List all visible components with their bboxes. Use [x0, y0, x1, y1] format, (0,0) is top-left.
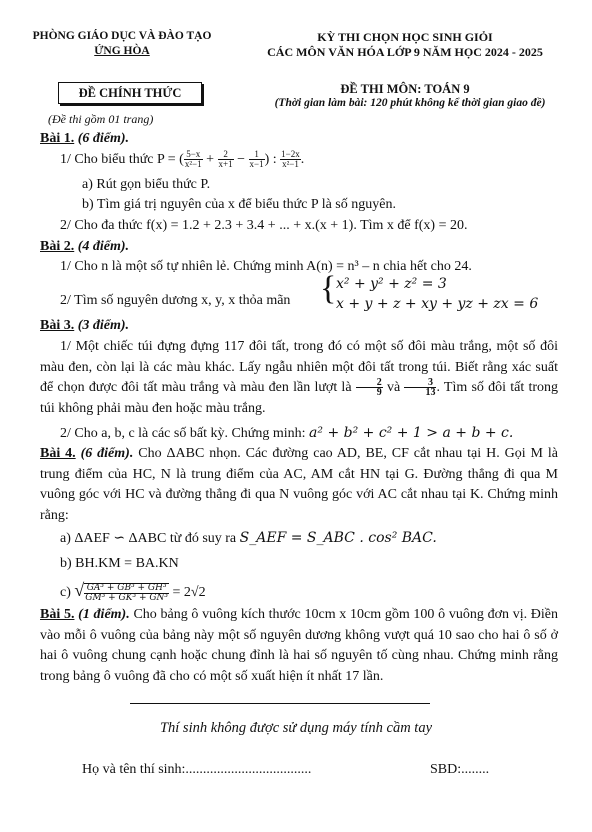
bai2-eq1: x² + y² + z² = 3 [336, 276, 447, 292]
bai2-points: (4 điểm). [77, 239, 130, 254]
bai2-title: Bài 2. [40, 239, 75, 254]
exam-subtitle: CÁC MÔN VĂN HÓA LỚP 9 NĂM HỌC 2024 - 2025 [267, 45, 543, 59]
calculator-note: Thí sinh không được sử dụng máy tính cầm tay [159, 720, 433, 736]
bai2-heading [40, 237, 129, 257]
sbd-field: SBD:........ [430, 762, 490, 777]
fraction: $\frac{3}{13}$ [404, 378, 436, 397]
bai4-title: Bài 4. [40, 446, 76, 461]
bai3-title: Bài 3. [40, 318, 75, 333]
fraction: $\frac{5-x}{\text{x²−1}}$ [184, 149, 202, 170]
official-badge: ĐỀ CHÍNH THỨC [58, 82, 202, 104]
fraction: $\frac{2}{x+1}$ [218, 149, 233, 170]
fraction: $\frac{\text{GA³ + GB³ + GH³}}{\text{GM³ + GK³ + GN³}}$ [85, 582, 169, 603]
page-count-note: (Đề thi gồm 01 trang) [48, 112, 154, 126]
bai1-qb: b) Tìm giá trị nguyên của x để biểu thức P là số nguyên. [82, 197, 396, 212]
bai1-heading [40, 129, 129, 149]
bai3-q2: 2/ Cho a, b, c là các số bất kỳ. Chứng minh: a² + b² + c² + 1 > a + b + c. [60, 425, 514, 441]
bai1-title: Bài 1. [40, 131, 75, 146]
bai5-title: Bài 5. [40, 607, 75, 622]
bai1-q1: 1/ Cho biểu thức P = ( $\frac{5-x}{\text{x²−1}}$ + $\frac{2}{x+1}$ − $\frac{1}{x-1}$ ) : $\frac{1-2x}{\text{x²−1}}$ . [60, 149, 305, 170]
time-note: (Thời gian làm bài: 120 phút không kể thời gian giao đề) [274, 97, 546, 109]
bai5-body: Bài 5. (1 điểm). Cho bảng ô vuông kích thước 10cm x 10cm gồm 100 ô vuông đơn vị. Điền vào mỗi ô vuông của bảng này một số nguyên dương không vượt quá 10 sao cho hai ô số ở hai ô vuông chung cạnh hoặc chung đỉnh là hai số nguyên tố cùng nhau. Chứng minh rằng trong bảng ô vuông đã cho có một số xuất hiện ít nhất 17 lần. [40, 607, 559, 684]
bai4-body: Bài 4. (6 điểm). Cho ΔABC nhọn. Các đường cao AD, BE, CF cắt nhau tại H. Gọi M là trung điểm của HC, N là trung điểm của AC, AM cắt HN tại G. Đường thẳng đi qua M vuông góc với HC và đường thẳng đi qua N vuông góc với AC cắt nhau tại K. Chứng minh rằng: [40, 446, 559, 523]
bai2-eq2: x + y + z + xy + yz + zx = 6 [336, 296, 539, 312]
bai2-q2-prefix: 2/ Tìm số nguyên dương x, y, x thỏa mãn [60, 293, 291, 308]
inequality: a² + b² + c² + 1 > a + b + c. [309, 425, 514, 441]
bai4-qa: a) ΔAEF ∽ ΔABC từ đó suy ra S_AEF = S_ABC . cos² BAC. [60, 530, 437, 546]
bai4-points: (6 điểm). [80, 446, 134, 461]
candidate-name-field: Họ và tên thí sinh:.................................... [82, 762, 312, 777]
system-brace: { [320, 270, 337, 307]
bai4-qc: c) √ $\frac{\text{GA³ + GB³ + GH³}}{\text{GM³ + GK³ + GN³}}$ = 2√2 [60, 580, 206, 603]
fraction: $\frac{1-2x}{\text{x²−1}}$ [281, 149, 300, 170]
bai3-q1: 1/ Một chiếc túi đựng đựng 117 đôi tất, trong đó có một số đôi màu trắng, một số đôi màu đen, còn lại là các màu khác. Lấy ngẫu nhiên một đôi tất trong túi. Biết rằng xác suất để chọn được đôi tất màu trắng và màu đen lần lượt là $\frac{2}{9}$ và $\frac{3}{13}$ . Tìm số đôi tất trong túi không phải màu đen hoặc màu trắng. [40, 339, 559, 416]
bai4-qb: b) BH.KM = BA.KN [60, 556, 179, 571]
subject-title: ĐỀ THI MÔN: TOÁN 9 [340, 82, 470, 96]
divider [130, 703, 430, 704]
bai1-points: (6 điểm). [77, 131, 130, 146]
bai3-points: (3 điểm). [77, 318, 130, 333]
bai1-qa: a) Rút gọn biểu thức P. [82, 177, 211, 192]
fraction: $\frac{1}{x-1}$ [249, 149, 264, 170]
bai3-heading [40, 316, 129, 336]
bai2-q1: 1/ Cho n là một số tự nhiên lẻ. Chứng minh A(n) = n³ – n chia hết cho 24. [60, 259, 472, 274]
district-name: ỨNG HÒA [94, 45, 150, 57]
department-name: PHÒNG GIÁO DỤC VÀ ĐÀO TẠO [32, 30, 212, 42]
bai1-q2: 2/ Cho đa thức f(x) = 1.2 + 2.3 + 3.4 + ... + x.(x + 1). Tìm x để f(x) = 20. [60, 218, 468, 233]
bai5-points: (1 điểm). [78, 607, 130, 622]
fraction: $\frac{2}{9}$ [356, 378, 383, 397]
exam-title: KỲ THI CHỌN HỌC SINH GIỎI [317, 30, 493, 44]
